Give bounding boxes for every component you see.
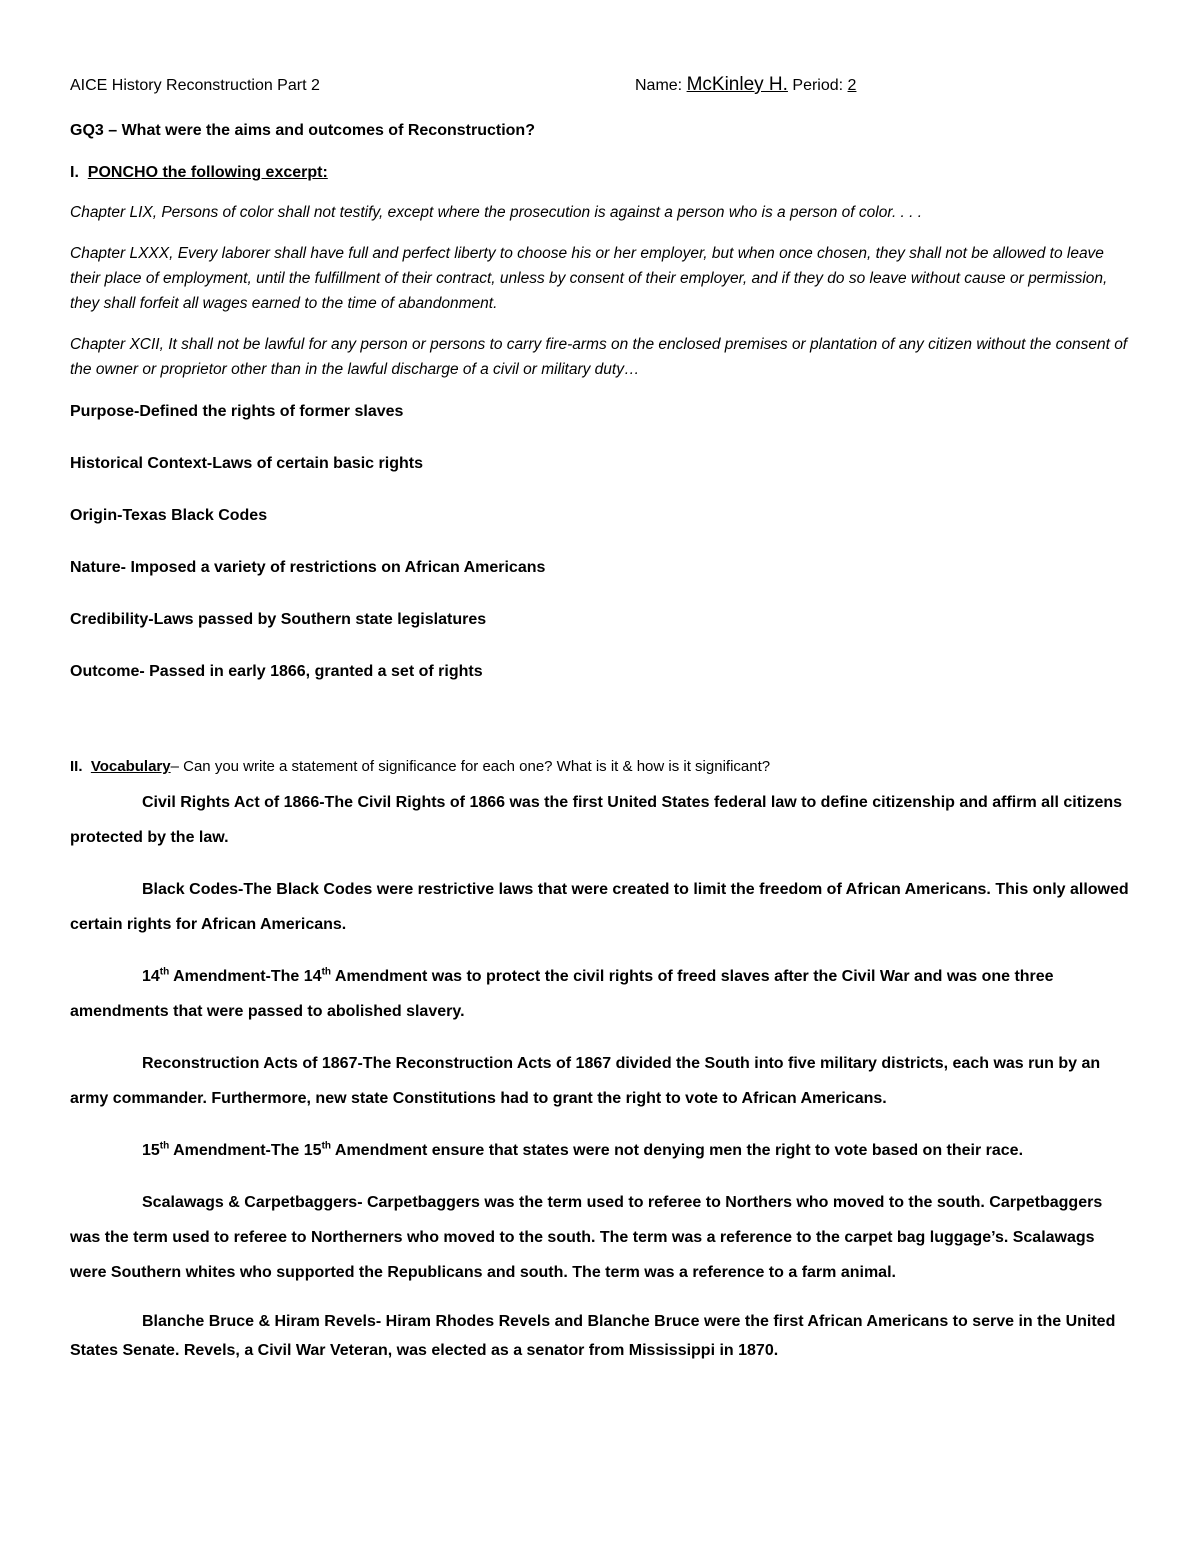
poncho-purpose: Purpose-Defined the rights of former slaves bbox=[70, 403, 404, 420]
poncho-credibility: Credibility-Laws passed by Southern state legislatures bbox=[70, 611, 487, 628]
document-title: AICE History Reconstruction Part 2 bbox=[70, 77, 320, 94]
section-2-title: Vocabulary bbox=[90, 758, 171, 775]
section-1-heading bbox=[70, 160, 1135, 186]
vocab-reconstruction-acts: Reconstruction Acts of 1867-The Reconstruction Acts of 1867 divided the South into five military districts, each was run by an army commander. Furthermore, new state Constitutions had to grant the right to vote to African Americans. bbox=[70, 1055, 1101, 1107]
excerpt-chapter-xcii: Chapter XCII, It shall not be lawful for any person or persons to carry fire-arms on the enclosed premises or plantation of any citizen without the consent of the owner or proprietor other than in the lawful discharge of a civil or military duty… bbox=[70, 336, 1128, 378]
period-label: Period: bbox=[792, 77, 844, 94]
vocab-14th-amendment: 14th Amendment-The 14th Amendment was to protect the civil rights of freed slaves after the Civil War and was one three amendments that were passed to abolished slavery. bbox=[70, 966, 1054, 1020]
section-1-title: PONCHO the following excerpt: bbox=[87, 164, 328, 181]
poncho-outcome: Outcome- Passed in early 1866, granted a set of rights bbox=[70, 663, 483, 680]
section-2-heading bbox=[70, 755, 1135, 779]
vocab-bruce-revels: Blanche Bruce & Hiram Revels- Hiram Rhodes Revels and Blanche Bruce were the first African Americans to serve in the United States Senate. Revels, a Civil War Veteran, was elected as a senator from Mississippi in 1870. bbox=[70, 1313, 1116, 1359]
poncho-nature: Nature- Imposed a variety of restrictions on African Americans bbox=[70, 559, 546, 576]
poncho-historical-context: Historical Context-Laws of certain basic rights bbox=[70, 455, 423, 472]
vocab-15th-amendment: 15th Amendment-The 15th Amendment ensure that states were not denying men the right to vote based on their race. bbox=[142, 1140, 1024, 1159]
name-label: Name: bbox=[635, 77, 683, 94]
section-2-numeral: II. bbox=[70, 758, 83, 775]
document-page bbox=[70, 74, 1135, 1365]
period-value: 2 bbox=[847, 77, 857, 94]
document-header bbox=[70, 74, 1135, 100]
vocab-black-codes: Black Codes-The Black Codes were restrictive laws that were created to limit the freedom of African Americans. This only allowed certain rights for African Americans. bbox=[70, 881, 1129, 933]
vocab-scalawags-carpetbaggers: Scalawags & Carpetbaggers- Carpetbaggers was the term used to referee to Northers who moved to the south. Carpetbaggers was the term used to referee to Northerners who moved to the south. The term was a reference to the carpet bag luggage’s. Scalawags were Southern whites who supported the Republicans and south. The term was a reference to a farm animal. bbox=[70, 1194, 1103, 1281]
section-2-prompt: – Can you write a statement of significance for each one? What is it & how is it significant? bbox=[170, 758, 771, 775]
excerpt-chapter-lxxx: Chapter LXXX, Every laborer shall have full and perfect liberty to choose his or her employer, but when once chosen, they shall not be allowed to leave their place of employment, until the fulfillment of their contract, unless by consent of their employer, and if they do so leave without cause or permission, they shall forfeit all wages earned to the time of abandonment. bbox=[70, 245, 1108, 312]
guiding-question: GQ3 – What were the aims and outcomes of Reconstruction? bbox=[70, 122, 535, 139]
vocab-civil-rights-act: Civil Rights Act of 1866-The Civil Rights of 1866 was the first United States federal law to define citizenship and affirm all citizens protected by the law. bbox=[70, 794, 1123, 846]
poncho-origin: Origin-Texas Black Codes bbox=[70, 507, 268, 524]
section-1-numeral: I. bbox=[70, 164, 79, 181]
excerpt-chapter-lix: Chapter LIX, Persons of color shall not testify, except where the prosecution is against a person who is a person of color. . . . bbox=[70, 204, 923, 221]
student-name: McKinley H. bbox=[686, 74, 788, 95]
